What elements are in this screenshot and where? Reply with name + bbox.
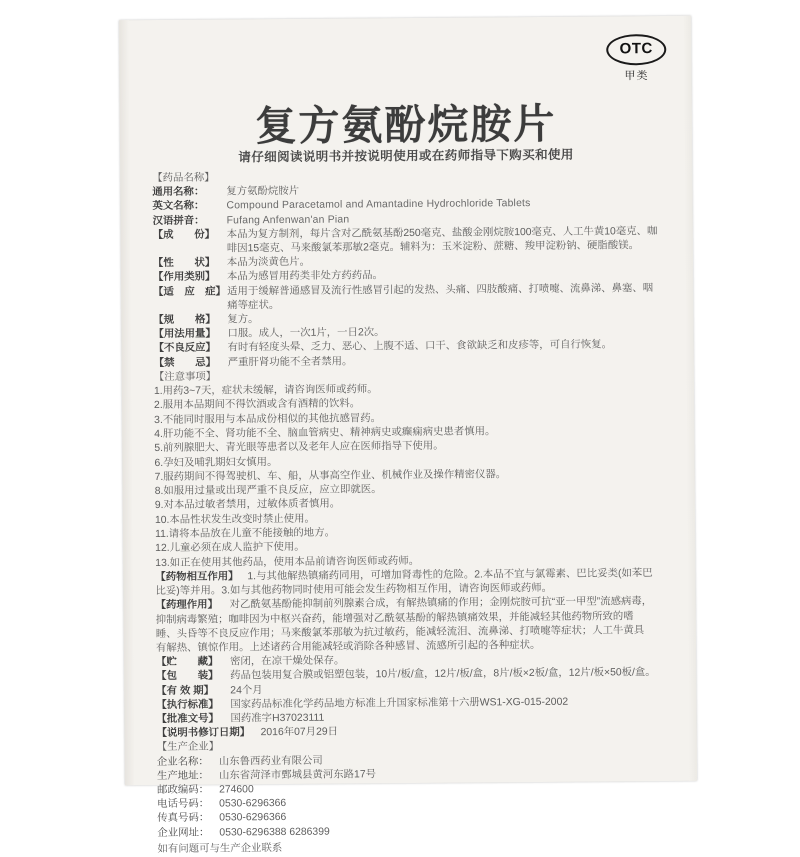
revision-value: 2016年07月29日 — [260, 726, 339, 739]
general-name-label: 通用名称： — [152, 186, 205, 199]
pharma-line-3: 睡、头昏等不良反应作用；马来酸氯苯那敏为抗过敏药，能减轻流泪、流鼻涕、打喷嚏等症状；人工牛黄具 — [155, 624, 645, 640]
standard-label: 【执行标准】 — [156, 699, 219, 711]
pharma-line-4: 有解热、镇惊作用。上述诸药合用能减轻或消除各种感冒、流感所引起的各种症状。 — [155, 639, 541, 654]
pharma-line-1: 对乙酰氨基酚能抑制前列腺素合成，有解热镇痛的作用；金刚烷胺可抗“亚一甲型”流感病毒， — [229, 596, 653, 611]
address-value: 山东省菏泽市鄄城县黄河东路17号 — [218, 769, 377, 782]
approval-value: 国药准字H37023111 — [230, 712, 325, 725]
list-item: 10.本品性状发生改变时禁止使用。 — [154, 513, 315, 526]
list-item: 12.儿童必须在成人监护下使用。 — [155, 542, 305, 555]
ingredients-label: 【成 份】 — [152, 229, 216, 241]
section-drug-name-heading: 【药品名称】 — [152, 172, 215, 185]
section-manufacturer-heading: 【生产企业】 — [156, 741, 220, 754]
list-item: 13.如正在使用其他药品，使用本品前请咨询医师或药师。 — [155, 555, 420, 569]
website-value: 0530-6296388 6286399 — [219, 826, 330, 839]
leaflet-body — [152, 168, 675, 857]
validity-value: 24个月 — [230, 684, 263, 696]
ingredients-line-1: 本品为复方制剂，每片含对乙酰氨基酚250毫克、盐酸金刚烷胺100毫克、人工牛黄10毫克、咖 — [226, 225, 658, 241]
interaction-label: 【药物相互作用】 — [155, 571, 239, 583]
pharma-line-2: 抑制病毒繁殖；咖啡因为中枢兴奋药，能增强对乙酰氨基酚的解热镇痛效果，并能减轻其他药物所致的嗜 — [155, 610, 634, 626]
otc-class-label: 甲类 — [624, 70, 649, 83]
phone-value: 0530-6296366 — [219, 798, 287, 810]
medicine-leaflet — [119, 16, 697, 855]
list-item: 2.服用本品期间不得饮酒或含有酒精的饮料。 — [153, 398, 361, 412]
list-item: 8.如服用过量或出现严重不良反应，应立即就医。 — [154, 484, 382, 498]
revision-label: 【说明书修订日期】 — [156, 727, 251, 740]
list-item: 6.孕妇及哺乳期妇女慎用。 — [154, 456, 278, 469]
list-item: 1.用药3~7天，症状未缓解，请咨询医师或药师。 — [153, 384, 378, 398]
fax-key: 传真号码： — [157, 812, 210, 825]
validity-label: 【有 效 期】 — [156, 685, 215, 697]
address-key: 生产地址： — [156, 770, 209, 782]
indications-label: 【适 应 症】 — [153, 286, 226, 298]
section-notice-heading: 【注意事项】 — [153, 371, 217, 383]
interaction-line-1: 1.与其他解热镇痛药同用，可增加肾毒性的危险。2.本品不宜与氯霉素、巴比妥类(如苯巴 — [247, 567, 653, 583]
adverse-value: 有时有轻度头晕、乏力、恶心、上腹不适、口干、食欲缺乏和皮疹等，可自行恢复。 — [227, 339, 613, 354]
list-item: 3.不能同时服用与本品成份相似的其他抗感冒药。 — [154, 412, 382, 426]
otc-label: OTC — [606, 34, 666, 65]
approval-label: 【批准文号】 — [156, 713, 219, 725]
dosage-value: 口服。成人，一次1片，一日2次。 — [227, 327, 385, 340]
company-value: 山东鲁西药业有限公司 — [218, 755, 323, 768]
zip-key: 邮政编码： — [157, 784, 210, 796]
otc-badge — [603, 34, 669, 84]
standard-value: 国家药品标准化学药品地方标准上升国家标准第十六册WS1-XG-015-2002 — [230, 696, 569, 711]
package-label: 【包 装】 — [156, 670, 219, 683]
contra-value: 严重肝肾功能不全者禁用。 — [227, 356, 353, 369]
spec-value: 复方。 — [227, 314, 259, 326]
adverse-label: 【不良反应】 — [153, 342, 216, 355]
properties-value: 本品为淡黄色片。 — [226, 256, 311, 269]
indications-line-2: 痛等症状。 — [227, 299, 280, 312]
list-item: 11.请将本品放在儿童不能接触的地方。 — [155, 527, 336, 541]
pharma-label: 【药理作用】 — [155, 599, 218, 612]
notice-list — [154, 381, 673, 571]
list-item: 7.服药期间不得驾驶机、车、船，从事高空作业、机械作业及操作精密仪器。 — [154, 469, 507, 483]
page-subtitle: 请仔细阅读说明书并按说明使用或在药师指导下购买和使用 — [238, 147, 574, 165]
list-item: 9.对本品过敏者禁用，过敏体质者慎用。 — [154, 498, 341, 512]
interaction-line-2: 比妥)等并用。3.如与其他药物同时使用可能会发生药物相互作用，请咨询医师或药师。 — [155, 582, 553, 598]
list-item: 4.肝功能不全、肾功能不全、脑血管病史、精神病史或癫痫病史患者慎用。 — [154, 426, 496, 440]
package-value: 药品包装用复合膜或铝塑包装，10片/板/盒，12片/板/盒，8片/板×2板/盒，12片/板×50板/盒。 — [230, 667, 656, 682]
zip-value: 274600 — [219, 784, 254, 796]
storage-label: 【贮 藏】 — [156, 656, 219, 669]
english-name-value: Compound Paracetamol and Amantadine Hydrochloride Tablets — [226, 198, 531, 212]
manufacturer-website — [157, 822, 675, 840]
list-item: 5.前列腺肥大、青光眼等患者以及老年人应在医师指导下使用。 — [154, 440, 444, 455]
field-indications — [153, 282, 671, 314]
pinyin-value: Fufang Anfenwan'an Pian — [226, 214, 350, 227]
general-name-value: 复方氨酚烷胺片 — [226, 186, 300, 198]
pinyin-label: 汉语拼音： — [152, 215, 205, 227]
dosage-label: 【用法用量】 — [153, 328, 216, 341]
contact-footer-note: 如有问题可与生产企业联系 — [157, 842, 283, 855]
fax-value: 0530-6296366 — [219, 812, 287, 824]
storage-value: 密闭，在凉干燥处保存。 — [230, 655, 345, 668]
phone-key: 电话号码： — [157, 798, 210, 811]
category-value: 本品为感冒用药类非处方药药品。 — [226, 270, 383, 283]
indications-line-1: 适用于缓解普通感冒及流行性感冒引起的发热、头痛、四肢酸痛、打喷嚏、流鼻涕、鼻塞、咽 — [227, 282, 654, 298]
spec-label: 【规 格】 — [153, 314, 216, 327]
ingredients-line-2: 啡因15毫克、马来酸氯苯那敏2毫克。辅料为：玉米淀粉、蔗糖、羧甲淀粉钠、硬脂酸镁。 — [226, 240, 640, 255]
page-title: 复方氨酚烷胺片 — [255, 99, 557, 151]
english-name-label: 英文名称： — [152, 200, 205, 213]
contra-label: 【禁 忌】 — [153, 357, 217, 369]
category-label: 【作用类别】 — [152, 271, 216, 284]
field-ingredients — [153, 225, 671, 257]
website-key: 企业网址： — [157, 827, 210, 839]
properties-label: 【性 状】 — [152, 257, 216, 270]
company-key: 企业名称： — [156, 756, 209, 768]
